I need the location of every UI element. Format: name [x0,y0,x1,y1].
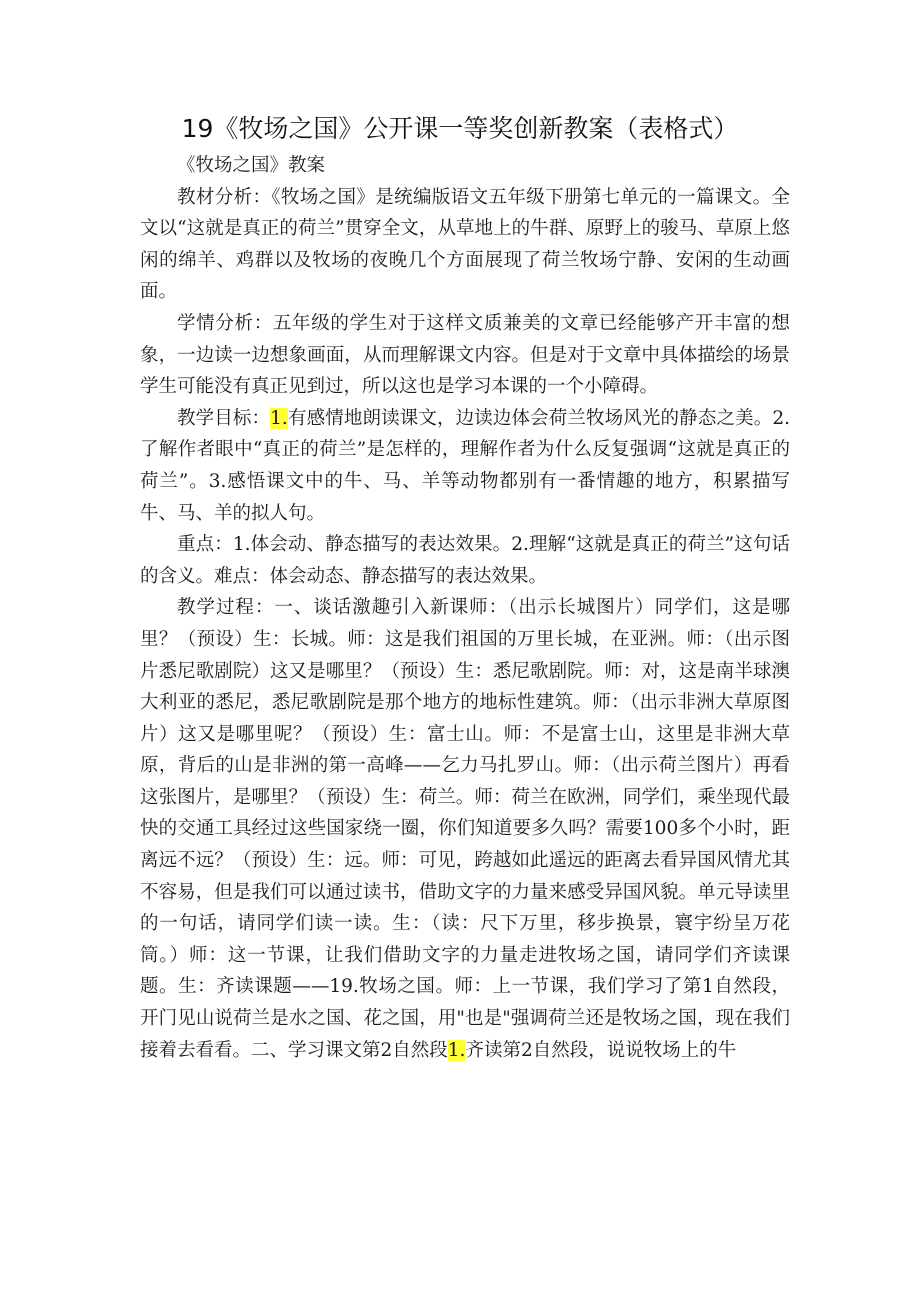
process-tail: 齐读第2自然段，说说牧场上的牛 [465,1039,737,1061]
goals-text: 有感情地朗读课文，边读边体会荷兰牧场风光的静态之美。2.了解作者眼中“真正的荷兰”是怎样的，理解作者为什么反复强调“这就是真正的荷兰”。3.感悟课文中的牛、马、羊等动物都别有一番情趣的地方，积累描写牛、马、羊的拟人句。 [140,407,790,524]
document-title: 19《牧场之国》公开课一等奖创新教案（表格式） [181,114,739,143]
paragraph-learner: 学情分析：五年级的学生对于这样文质兼美的文章已经能够产开丰富的想象，一边读一边想象画面，从而理解课文内容。但是对于文章中具体描绘的场景学生可能没有真正见到过，所以这也是学习本课的一个小障碍。 [140,312,790,398]
document-body [140,150,790,1066]
highlight-mark: 1. [270,407,288,429]
paragraph-process [140,592,790,1066]
subtitle: 《牧场之国》教案 [177,155,326,176]
highlight-mark: 1. [447,1039,466,1061]
paragraph-focus: 重点：1.体会动、静态描写的表达效果。2.理解“这就是真正的荷兰”这句话的含义。难点：体会动态、静态描写的表达效果。 [140,534,790,587]
process-text: 教学过程：一、谈话激趣引入新课师：（出示长城图片）同学们，这是哪里？（预设）生：长城。师：这是我们祖国的万里长城，在亚洲。师：（出示图片悉尼歌剧院）这又是哪里？（预设）生：悉尼歌剧院。师：对，这是南半球澳大利亚的悉尼，悉尼歌剧院是那个地方的地标性建筑。师：（出示非洲大草原图片）这又是哪里呢？（预设）生：富士山。师：不是富士山，这里是非洲大草原，背后的山是非洲的第一高峰——乞力马扎罗山。师：（出示荷兰图片）再看这张图片，是哪里？（预设）生：荷兰。师：荷兰在欧洲，同学们，乘坐现代最快的交通工具经过这些国家绕一圈，你们知道要多久吗？需要100多个小时，距离远不远？（预设）生：远。师：可见，跨越如此遥远的距离去看异国风情尤其不容易，但是我们可以通过读书，借助文字的力量来感受异国风貌。单元导读里的一句话，请同学们读一读。生：（读：尺下万里，移步换景，寰宇纷呈万花筒。）师：这一节课，让我们借助文字的力量走进牧场之国，请同学们齐读课题。生：齐读课题——19.牧场之国。师：上一节课，我们学习了第1自然段，开门见山说荷兰是水之国、花之国，用"也是"强调荷兰还是牧场之国，现在我们接着去看看。二、学习课文第2自然段 [140,597,790,1061]
paragraph-analysis: 教材分析：《牧场之国》是统编版语文五年级下册第七单元的一篇课文。全文以“这就是真正的荷兰”贯穿全文，从草地上的牛群、原野上的骏马、草原上悠闲的绵羊、鸡群以及牧场的夜晚几个方面展现了荷兰牧场宁静、安闲的生动画面。 [140,186,790,303]
paragraph-goals [140,403,790,529]
goals-prefix: 教学目标： [177,407,271,429]
